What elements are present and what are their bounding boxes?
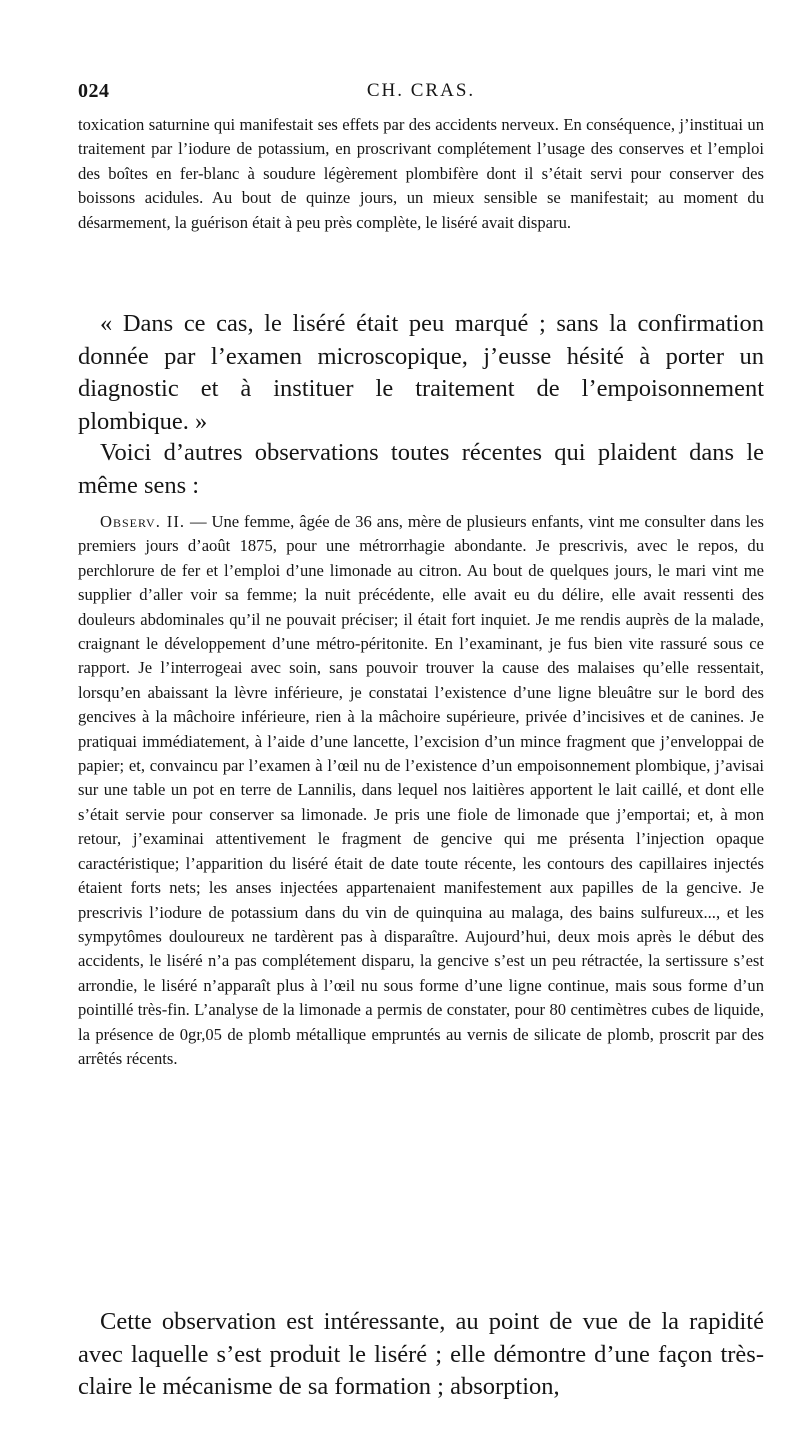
paragraph-commentary: Cette observation est intéressante, au point de vue de la rapidité avec laquelle s’est produit le liséré ; elle démontre d’une façon très-claire le mécanisme de sa formation ; absorption, (78, 1308, 764, 1401)
paragraph-intro-observations: Voici d’autres observations toutes récentes qui plaident dans le même sens : (78, 439, 764, 499)
document-page (78, 0, 764, 1434)
observation-label: Observ. II. (100, 512, 185, 531)
paragraph-observation-2 (78, 510, 764, 1071)
observation-text: — Une femme, âgée de 36 ans, mère de plusieurs enfants, vint me consulter dans les premiers jours d’août 1875, pour une métrorrhagie abondante. Je prescrivis, avec le repos, du perchlorure de fer et l’emploi d’une limonade au citron. Au bout de quelques jours, le mari vint me supplier d’aller voir sa femme; la nuit précédente, elle avait eu du délire, elle avait ressenti des douleurs abdominales qu’il ne pouvait préciser; il était fort inquiet. Je me rendis auprès de la malade, craignant le développement d’une métro-péritonite. En l’examinant, je fus bien vite rassuré sous ce rapport. Je l’interrogeai avec soin, sans pouvoir trouver la cause des malaises qu’elle ressentait, lorsqu’en abaissant la lèvre inférieure, je constatai l’existence d’une ligne bleuâtre sur le bord des gencives à la mâchoire inférieure, rien à la mâchoire supérieure, privée d’incisives et de canines. Je pratiquai immédiatement, à l’aide d’une lancette, l’excision d’un mince fragment que j’enveloppai de papier; et, convaincu par l’examen à l’œil nu de l’existence d’un empoisonnement plombique, j’avisai sur une table un pot en terre de Lannilis, dans lequel nos laitières apportent le lait caillé, et dont elle s’était servie pour conserver sa limonade. Je pris une fiole de limonade que j’emportai; et, à mon retour, j’examinai attentivement le fragment de gencive qui me présenta l’injection opaque caractéristique; l’apparition du liséré était de date toute récente, les contours des capillaires injectés étaient forts nets; les anses injectées appartenaient manifestement aux papilles de la gencive. Je prescrivis l’iodure de potassium dans du vin de quinquina au malaga, des bains sulfureux..., et les sympytômes douloureux ne tardèrent pas à disparaître. Aujourd’hui, deux mois après le début des accidents, le liséré n’a pas complétement disparu, la gencive s’est un peu rétractée, la sertissure s’est arrondie, le liséré n’apparaît plus à l’œil nu sous forme d’une ligne continue, mais sous forme d’un pointillé très-fin. L’analyse de la limonade a permis de constater, pour 80 centimètres cubes de liquide, la présence de 0gr,05 de plomb métallique empruntés au vernis de silicate de plomb, proscrit par des arrêtés récents. (78, 512, 764, 1068)
page-number: 024 (78, 80, 110, 102)
running-head: CH. CRAS. (366, 80, 476, 101)
paragraph-continuation: toxication saturnine qui manifestait ses effets par des accidents nerveux. En conséquence, j’instituai un traitement par l’iodure de potassium, en proscrivant complétement l’usage des conserves et l’emploi des boîtes en fer-blanc à soudure légèrement plombifère dont il s’était servi pour conserver des boissons acidules. Au bout de quinze jours, un mieux sensible se manifestait; au moment du désarmement, la guérison était à peu près complète, le liséré avait disparu. (78, 115, 764, 232)
paragraph-quote-conclusion: « Dans ce cas, le liséré était peu marqué ; sans la confirmation donnée par l’examen microscopique, j’eusse hésité à porter un diagnostic et à instituer le traitement de l’empoisonnement plombique. » (78, 310, 764, 435)
page-header (78, 80, 764, 106)
